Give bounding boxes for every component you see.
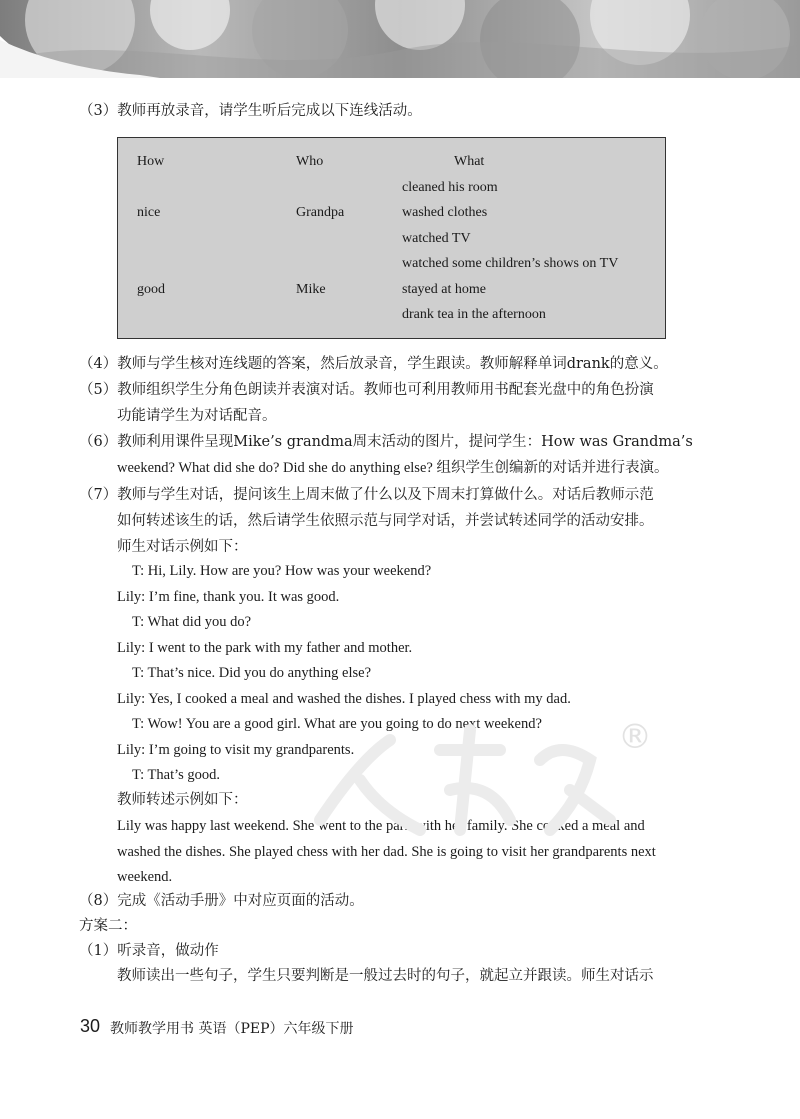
step-8: （8）完成《活动手册》中对应页面的活动。 (79, 893, 364, 909)
what-item: cleaned his room (402, 180, 498, 195)
retell-line: weekend. (117, 869, 173, 885)
page-number: 30 (80, 1016, 101, 1036)
dialogue-line: Lily: I’m fine, thank you. It was good. (117, 589, 340, 605)
plan-2-heading: 方案二： (79, 918, 137, 934)
registered-mark: ® (618, 717, 652, 757)
dialogue-line: T: Hi, Lily. How are you? How was your weekend? (132, 563, 432, 579)
what-item: watched some children’s shows on TV (402, 256, 619, 271)
what-item: drank tea in the afternoon (402, 307, 546, 322)
dialogue-line: T: What did you do? (132, 614, 252, 630)
step-6-line-2: weekend? What did she do? Did she do anything else? 组织学生创编新的对话并进行表演。 (117, 460, 669, 476)
step-6-line-1: （6）教师利用课件呈现Mike’s grandma周末活动的图片，提问学生：How was Grandma’s (79, 434, 693, 450)
who-item: Grandpa (296, 205, 345, 220)
dialogue-line: Lily: I’m going to visit my grandparents. (117, 742, 355, 758)
dialogue-line: T: Wow! You are a good girl. What are you going to do next weekend? (132, 716, 542, 732)
plan-2-step-1: （1）听录音，做动作 (79, 943, 219, 959)
step-4: （4）教师与学生核对连线题的答案，然后放录音，学生跟读。教师解释单词drank的意义。 (79, 356, 668, 372)
step-5-line-2: 功能请学生为对话配音。 (117, 408, 277, 424)
header-who: Who (296, 154, 324, 169)
dialogue-line: Lily: Yes, I cooked a meal and washed the dishes. I played chess with my dad. (117, 691, 571, 707)
retell-line: washed the dishes. She played chess with her dad. She is going to visit her grandparents next (117, 844, 656, 860)
dialogue-line: T: That’s good. (132, 767, 221, 783)
how-item: nice (137, 205, 161, 220)
who-item: Mike (296, 282, 326, 297)
how-item: good (137, 282, 165, 297)
header-how: How (137, 154, 165, 169)
step-7-line-3: 师生对话示例如下： (117, 539, 248, 555)
what-item: washed clothes (402, 205, 488, 220)
book-title: 教师教学用书 英语（PEP）六年级下册 (110, 1021, 354, 1037)
what-item: watched TV (402, 231, 471, 246)
retell-line: Lily was happy last weekend. She went to the park with her family. She cooked a meal and (117, 818, 645, 834)
step-5-line-1: （5）教师组织学生分角色朗读并表演对话。教师也可利用教师用书配套光盘中的角色扮演 (79, 382, 654, 398)
what-item: stayed at home (402, 282, 486, 297)
dialogue-line: Lily: I went to the park with my father and mother. (117, 640, 413, 656)
header-what: What (454, 154, 485, 169)
matching-table (117, 137, 666, 339)
dialogue-line: T: That’s nice. Did you do anything else? (132, 665, 372, 681)
plan-2-step-1-text: 教师读出一些句子，学生只要判断是一般过去时的句子，就起立并跟读。师生对话示 (117, 968, 654, 984)
retell-intro: 教师转述示例如下： (117, 792, 248, 808)
activity-3-instruction: （3）教师再放录音，请学生听后完成以下连线活动。 (79, 103, 422, 119)
step-7-line-2: 如何转述该生的话，然后请学生依照示范与同学对话，并尝试转述同学的活动安排。 (117, 513, 654, 529)
step-7-line-1: （7）教师与学生对话，提问该生上周末做了什么以及下周末打算做什么。对话后教师示范 (79, 487, 654, 503)
